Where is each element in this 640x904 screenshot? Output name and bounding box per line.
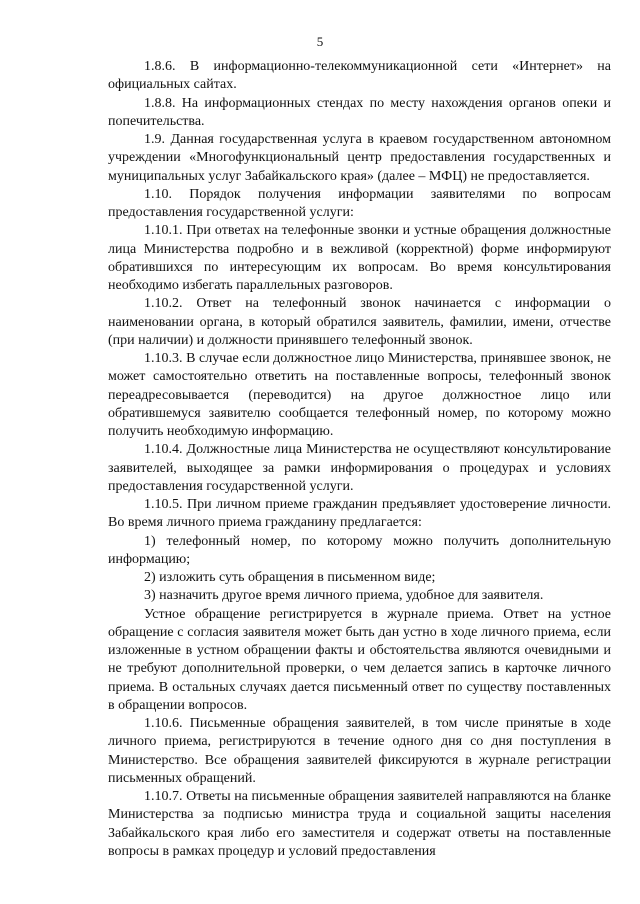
- paragraph-1-10-4: 1.10.4. Должностные лица Министерства не осуществляют консультирование заявителей, выходящее за рамки информирования о процедурах и условиях предоставления государственной услуги.: [108, 442, 611, 494]
- paragraph-1-8-8: 1.8.8. На информационных стендах по месту нахождения органов опеки и попечительства.: [108, 95, 611, 129]
- paragraph-1-10-6: 1.10.6. Письменные обращения заявителей, в том числе принятые в ходе личного приема, регистрируются в течение одного дня со дня поступления в Министерство. Все обращения заявителей фиксируются в журнале регистрации письменных обращений.: [108, 716, 611, 786]
- paragraph-1-10-7: 1.10.7. Ответы на письменные обращения заявителей направляются на бланке Министерства за подписью министра труда и социальной защиты населения Забайкальского края либо его заместителя и содержат ответы на поставленные вопросы в рамках процедур и условий предоставления: [108, 789, 611, 859]
- paragraph-1-9: 1.9. Данная государственная услуга в краевом государственном автономном учреждении «Многофункциональный центр предоставления государственных и муниципальных услуг Забайкальского края» (далее – МФЦ) не предоставляется.: [108, 132, 611, 184]
- page-number: 5: [316, 34, 324, 49]
- paragraph-1-8-6: 1.8.6. В информационно-телекоммуникационной сети «Интернет» на официальных сайтах.: [108, 59, 611, 93]
- list-item-1: 1) телефонный номер, по которому можно получить дополнительную информацию;: [108, 533, 611, 567]
- paragraph-1-10-2: 1.10.2. Ответ на телефонный звонок начинается с информации о наименовании органа, в который обратился заявитель, фамилии, имени, отчестве (при наличии) и должности принявшего телефонный звонок.: [108, 296, 611, 348]
- paragraph-1-10-5: 1.10.5. При личном приеме гражданин предъявляет удостоверение личности. Во время личного приема гражданину предлагается:: [108, 497, 611, 531]
- body-text: [108, 58, 611, 861]
- paragraph-1-10: 1.10. Порядок получения информации заявителями по вопросам предоставления государственной услуги:: [108, 186, 611, 220]
- list-item-3: 3) назначить другое время личного приема, удобное для заявителя.: [144, 588, 544, 604]
- paragraph-1-10-1: 1.10.1. При ответах на телефонные звонки и устные обращения должностные лица Министерства подробно и в вежливой (корректной) форме информируют обратившихся по интересующим их вопросам. Во время консультирования необходимо избегать параллельных разговоров.: [108, 223, 611, 293]
- paragraph-oral-appeal: Устное обращение регистрируется в журнале приема. Ответ на устное обращение с согласия заявителя может быть дан устно в ходе личного приема, если изложенные в устном обращении факты и обстоятельства являются очевидными и не требуют дополнительной проверки, о чем делается запись в карточке личного приема. В остальных случаях дается письменный ответ по существу поставленных в обращении вопросов.: [108, 606, 611, 713]
- list-item-2: 2) изложить суть обращения в письменном виде;: [144, 570, 436, 585]
- paragraph-1-10-3: 1.10.3. В случае если должностное лицо Министерства, принявшее звонок, не может самостоятельно ответить на поставленные вопросы, телефонный звонок переадресовывается (переводится) на другое должностное лицо или обратившемуся заявителю сообщается телефонный номер, по которому можно получить необходимую информацию.: [108, 351, 611, 439]
